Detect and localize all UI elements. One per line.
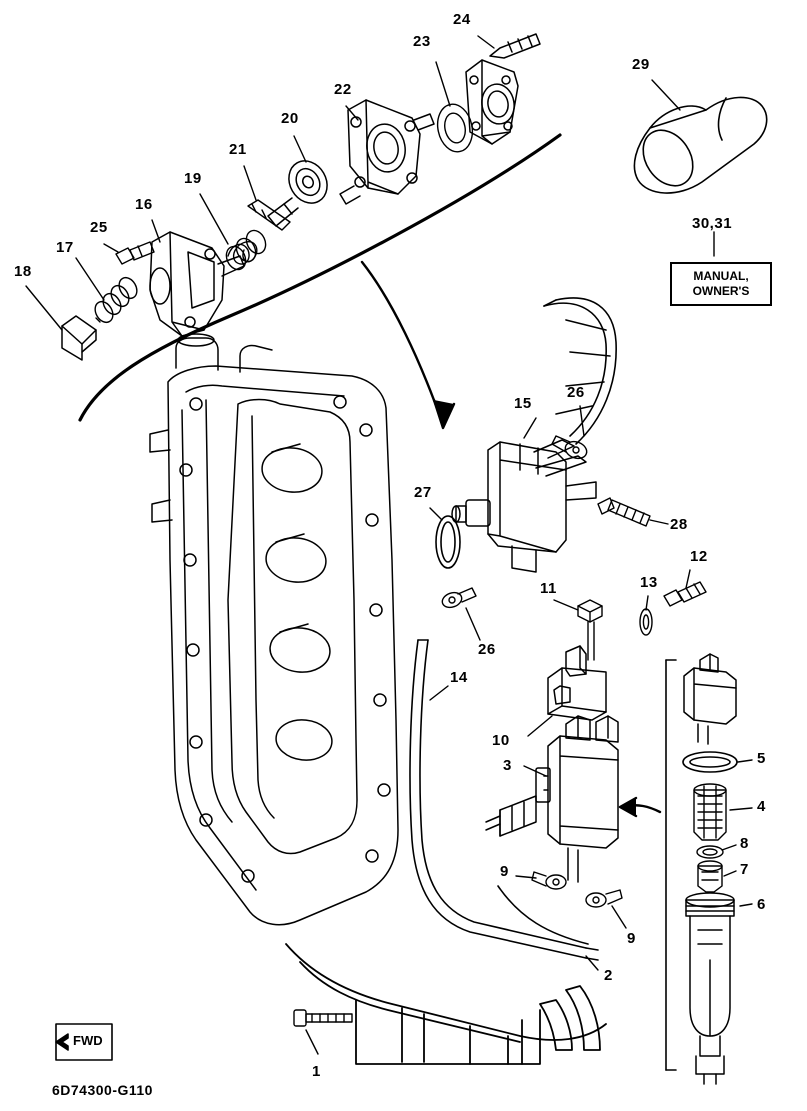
assembly-arrow — [620, 798, 660, 816]
fwd-label: FWD — [73, 1033, 103, 1048]
leader-13 — [646, 596, 648, 610]
callout-7: 7 — [740, 861, 749, 878]
callout-21: 21 — [229, 141, 247, 158]
part-24-cover — [466, 34, 540, 144]
callout-23: 23 — [413, 33, 431, 50]
leader-14 — [430, 686, 448, 700]
leader-28 — [650, 520, 668, 524]
callout-30-31: 30,31 — [692, 215, 733, 232]
leader-12 — [686, 570, 690, 588]
part-20-valve — [268, 154, 335, 226]
part-5-oring — [683, 752, 737, 772]
part-9a-clamp — [532, 872, 566, 889]
part-19-spring — [223, 227, 269, 272]
callout-20: 20 — [281, 110, 299, 127]
callout-4: 4 — [757, 798, 766, 815]
callout-17: 17 — [56, 239, 74, 256]
leader-9b — [612, 906, 626, 928]
part-1-bolt — [294, 1010, 352, 1026]
callout-11: 11 — [540, 580, 557, 597]
leader-19 — [200, 194, 228, 244]
cylinder-body — [150, 334, 398, 925]
part-11-nut — [578, 600, 602, 660]
manual-box-line1: MANUAL, — [693, 269, 749, 283]
callout-16: 16 — [135, 196, 153, 213]
leader-21 — [244, 166, 256, 200]
diagram-part-number: 6D74300-G110 — [52, 1082, 153, 1098]
callout-6: 6 — [757, 896, 766, 913]
callout-1: 1 — [312, 1063, 321, 1080]
part-7-cap — [698, 861, 722, 892]
lower-cowl — [286, 944, 606, 1064]
leader-20 — [294, 136, 306, 162]
part-9b-clamp — [586, 890, 622, 907]
leader-26b — [466, 608, 480, 640]
part-18-plunger — [62, 316, 96, 360]
callout-9b: 9 — [627, 930, 636, 947]
part-8-oring — [697, 846, 723, 858]
leader-5 — [738, 760, 752, 762]
part-10-bracket — [548, 646, 606, 720]
leader-15 — [524, 418, 536, 438]
callout-26a: 26 — [567, 384, 585, 401]
callout-18: 18 — [14, 263, 32, 280]
part-13-washer — [640, 609, 652, 635]
part-4-filter-element — [694, 784, 726, 840]
leader-4 — [730, 808, 752, 810]
callout-27: 27 — [414, 484, 432, 501]
leader-23 — [436, 62, 450, 106]
right-ref-pump — [684, 654, 736, 744]
leader-2 — [586, 956, 598, 970]
part-25-bolt — [116, 242, 154, 264]
callout-9a: 9 — [500, 863, 509, 880]
callout-8: 8 — [740, 835, 749, 852]
part-29-cover — [633, 97, 767, 195]
upper-hose — [544, 298, 616, 444]
leader-7 — [724, 871, 736, 876]
callout-3: 3 — [503, 757, 512, 774]
callout-15: 15 — [514, 395, 532, 412]
callout-10: 10 — [492, 732, 510, 749]
leader-29 — [652, 80, 680, 110]
leader-1 — [306, 1030, 318, 1054]
leader-6 — [740, 904, 752, 906]
part-17-spring — [92, 274, 141, 325]
callout-24: 24 — [453, 11, 471, 28]
leader-18 — [26, 286, 62, 330]
callout-25: 25 — [90, 219, 108, 236]
leader-27 — [430, 508, 442, 520]
leader-17 — [76, 258, 104, 300]
part-27-oring — [436, 516, 460, 568]
leader-11 — [554, 600, 578, 610]
owners-manual-box — [670, 262, 772, 306]
part-28-bolt — [598, 498, 650, 526]
leader-25 — [104, 244, 118, 252]
leader-24 — [478, 36, 494, 48]
part-26b-clamp — [440, 588, 476, 610]
callout-13: 13 — [640, 574, 658, 591]
part-12-bolt — [664, 582, 706, 606]
manual-box-line2: OWNER'S — [692, 284, 750, 298]
leader-10 — [528, 716, 552, 736]
part-6-filter-cup — [686, 893, 734, 1084]
callout-14: 14 — [450, 669, 468, 686]
callout-5: 5 — [757, 750, 766, 767]
separator-curve — [80, 135, 560, 420]
part-15-fuel-pump — [452, 440, 596, 572]
separator-arrow — [362, 262, 454, 428]
callout-22: 22 — [334, 81, 352, 98]
leader-16 — [152, 220, 160, 242]
callout-26b: 26 — [478, 641, 496, 658]
callout-28: 28 — [670, 516, 688, 533]
right-column-bracket — [666, 660, 676, 1070]
callout-12: 12 — [690, 548, 708, 565]
callout-29: 29 — [632, 56, 650, 73]
callout-19: 19 — [184, 170, 202, 187]
leader-8 — [722, 845, 736, 850]
callout-2: 2 — [604, 967, 613, 984]
